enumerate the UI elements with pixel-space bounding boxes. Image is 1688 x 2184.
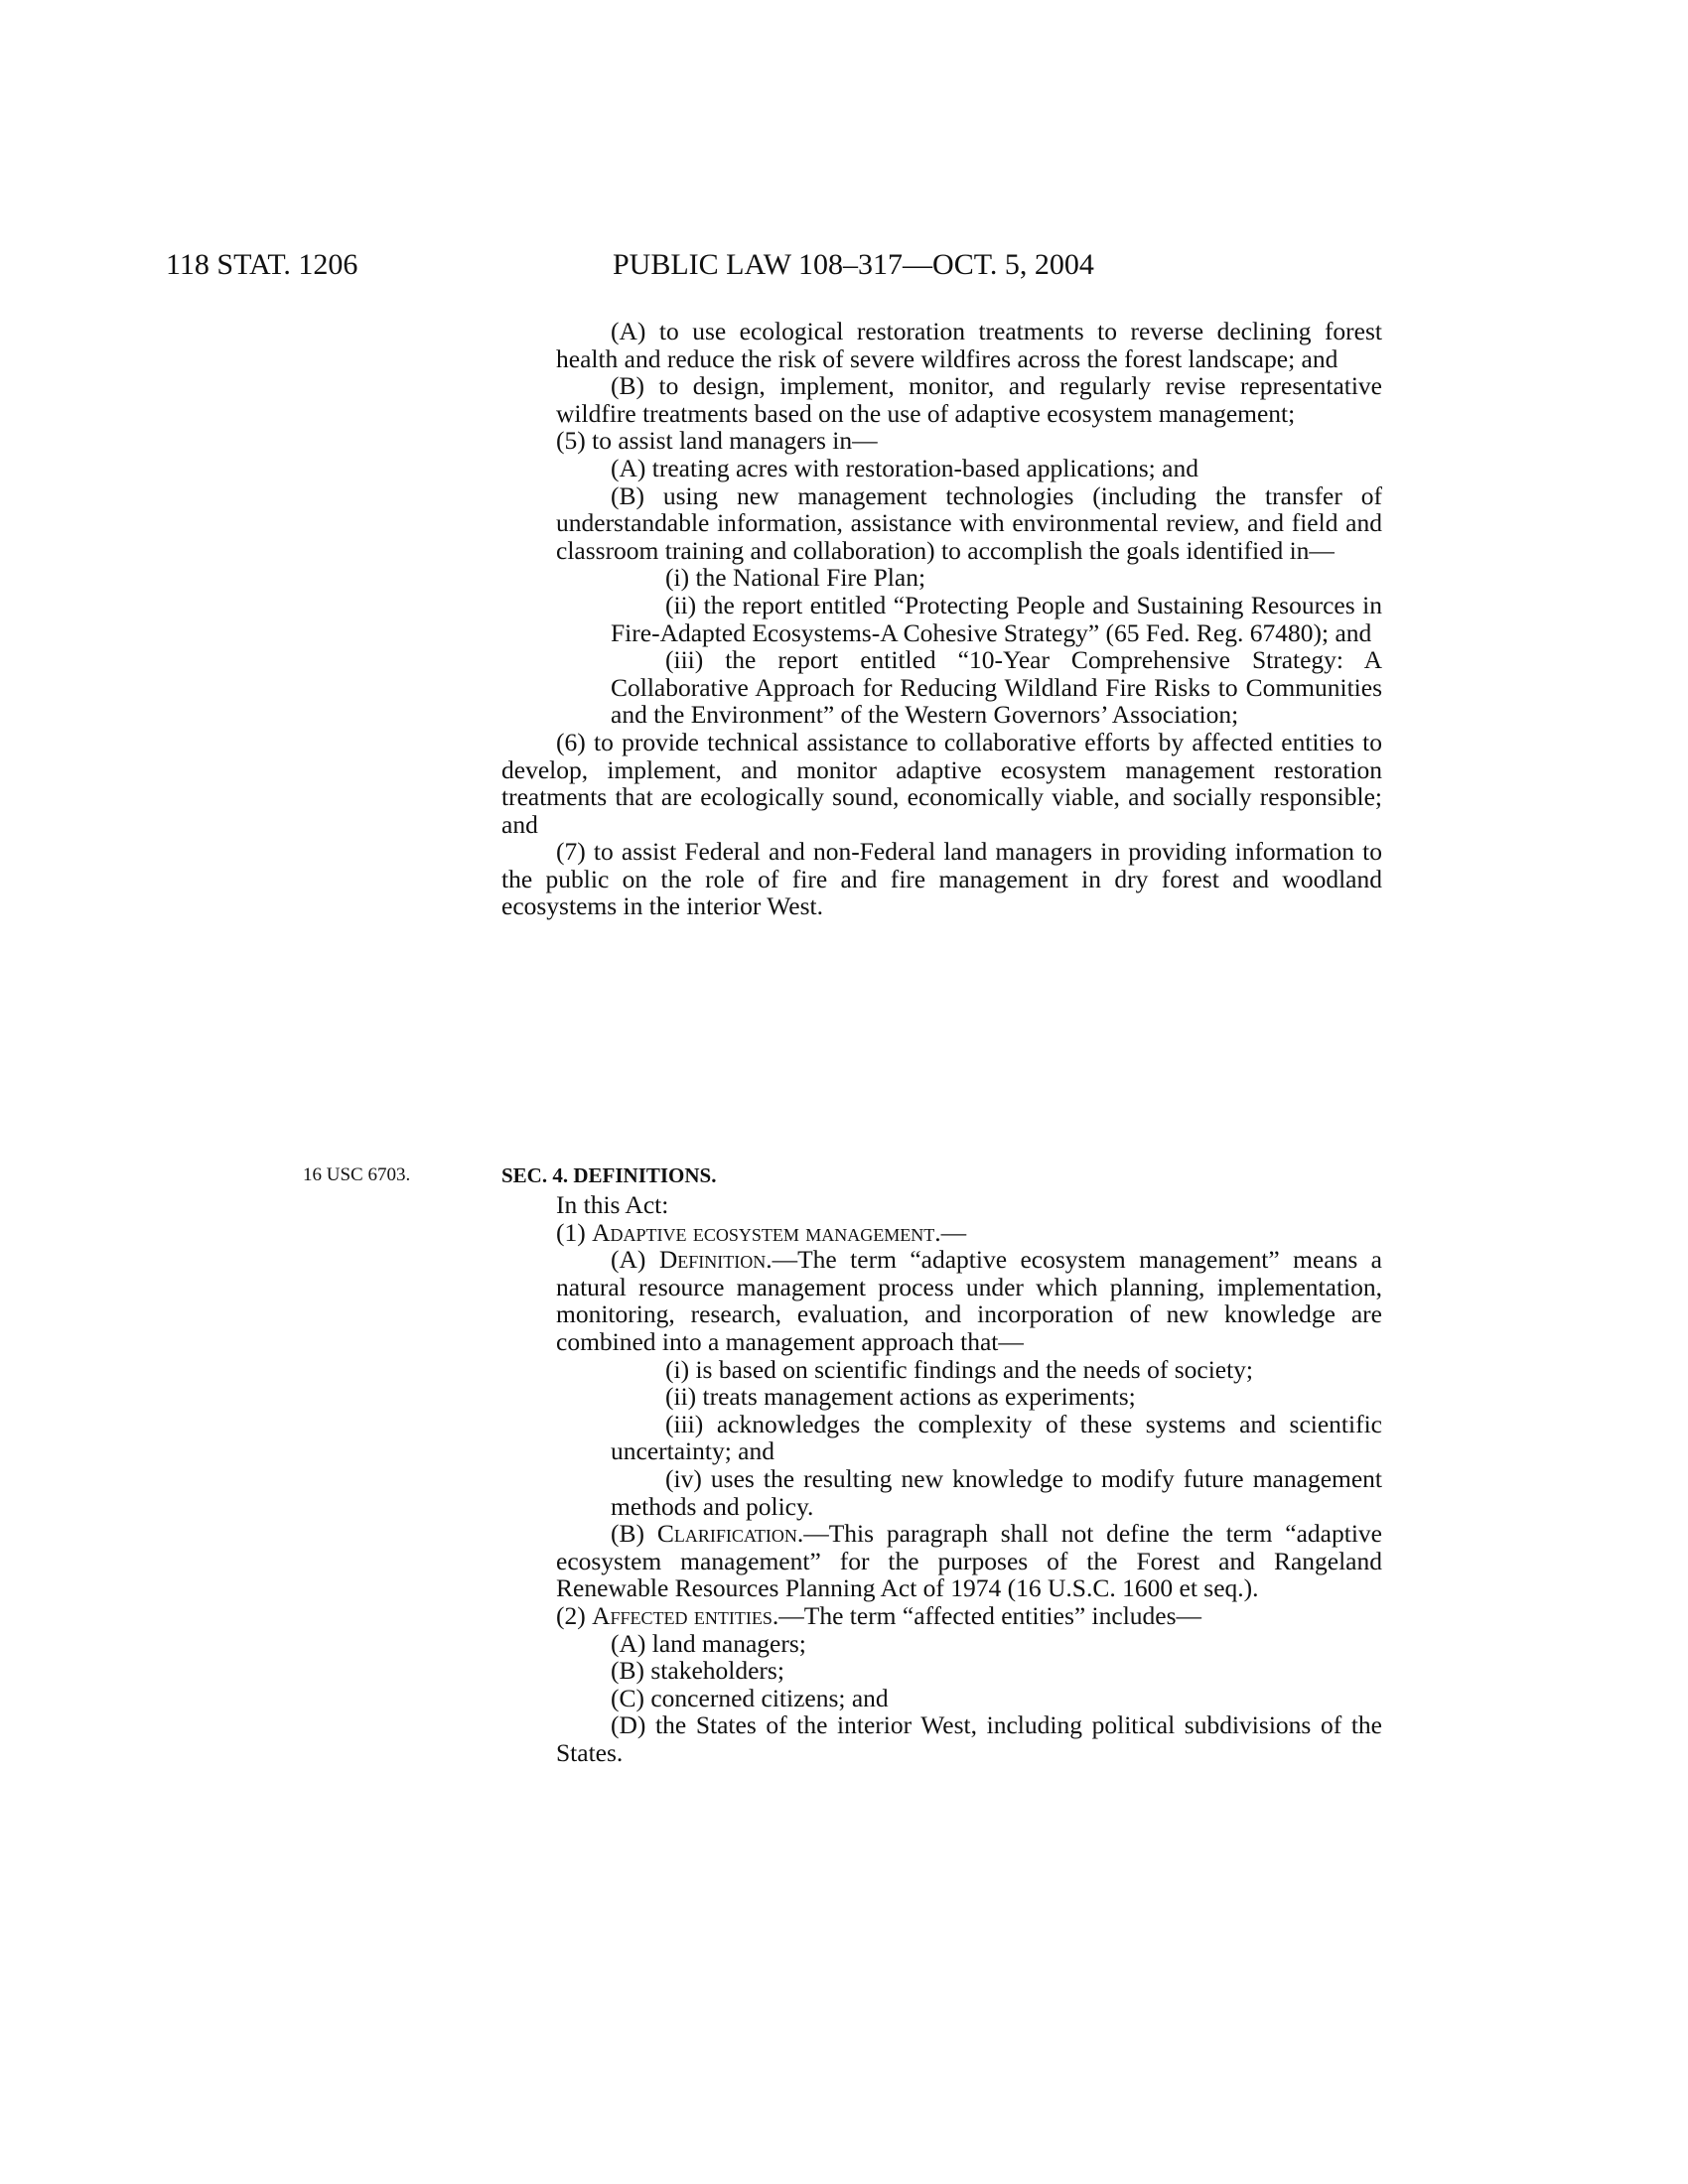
- definition-2c: (C) concerned citizens; and: [611, 1683, 889, 1712]
- stat-citation: 118 STAT. 1206: [166, 248, 358, 281]
- section-4-definitions: [556, 1191, 1382, 1766]
- paragraph-5: (5) to assist land managers in—: [556, 426, 878, 456]
- margin-citation: 16 USC 6703.: [303, 1164, 411, 1185]
- clause-1a-i: (i) is based on scientific findings and the needs of society;: [665, 1354, 1254, 1384]
- paragraph-6: (6) to provide technical assistance to collaborative efforts by affected entities to develop, implement, and monitor adaptive ecosystem management restoration treatments that are ecologically sound, economically viable, and socially responsible; and: [501, 727, 1382, 839]
- definition-1a: (A) Definition.—The term “adaptive ecosystem management” means a natural resource management process under which planning, implementation, monitoring, research, evaluation, and incorporation of new knowledge are combined into a management approach that—: [556, 1245, 1382, 1356]
- paragraph-4a: (A) to use ecological restoration treatments to reverse declining forest health and reduce the risk of severe wildfires across the forest landscape; and: [556, 317, 1382, 373]
- clause-1a-ii: (ii) treats management actions as experiments;: [665, 1382, 1136, 1412]
- definition-1-heading: (1) Adaptive ecosystem management.—: [556, 1217, 967, 1247]
- clause-5b-ii: (ii) the report entitled “Protecting People and Sustaining Resources in Fire-Adapted Ecosystems-A Cohesive Strategy” (65 Fed. Reg. 67480); and: [611, 590, 1382, 647]
- paragraph-5a: (A) treating acres with restoration-based applications; and: [611, 453, 1198, 482]
- definition-2: (2) Affected entities.—The term “affected entities” includes—: [556, 1600, 1202, 1630]
- clause-1a-iv: (iv) uses the resulting new knowledge to modify future management methods and policy.: [611, 1463, 1382, 1521]
- section-heading: SEC. 4. DEFINITIONS.: [501, 1163, 717, 1187]
- clause-5b-iii: (iii) the report entitled “10-Year Comprehensive Strategy: A Collaborative Approach for Reducing Wildland Fire Risks to Communities and the Environment” of the Western Governors’ Association;: [611, 645, 1382, 730]
- page-header-law-title: PUBLIC LAW 108–317—OCT. 5, 2004: [613, 248, 1094, 281]
- paragraph-7: (7) to assist Federal and non-Federal land managers in providing information to the public on the role of fire and fire management in dry forest and woodland ecosystems in the interior West.: [501, 837, 1382, 921]
- definition-2d: (D) the States of the interior West, including political subdivisions of the States.: [556, 1710, 1382, 1767]
- definition-2a: (A) land managers;: [611, 1628, 806, 1658]
- clause-5b-i: (i) the National Fire Plan;: [665, 563, 926, 593]
- clause-1a-iii: (iii) acknowledges the complexity of these systems and scientific uncertainty; and: [611, 1409, 1382, 1466]
- definition-2b: (B) stakeholders;: [611, 1656, 784, 1686]
- paragraph-5b: (B) using new management technologies (including the transfer of understandable information, assistance with environmental review, and field and classroom training and collaboration) to accomplish the goals identified in—: [556, 480, 1382, 565]
- definitions-intro: In this Act:: [556, 1190, 669, 1219]
- definition-1b: (B) Clarification.—This paragraph shall not define the term “adaptive ecosystem management” for the purposes of the Forest and Rangeland Renewable Resources Planning Act of 1974 (16 U.S.C. 1600 et seq.).: [556, 1519, 1382, 1603]
- paragraph-4b: (B) to design, implement, monitor, and regularly revise representative wildfire treatments based on the use of adaptive ecosystem management;: [556, 371, 1382, 428]
- section-3-purposes-continued: [501, 317, 1382, 921]
